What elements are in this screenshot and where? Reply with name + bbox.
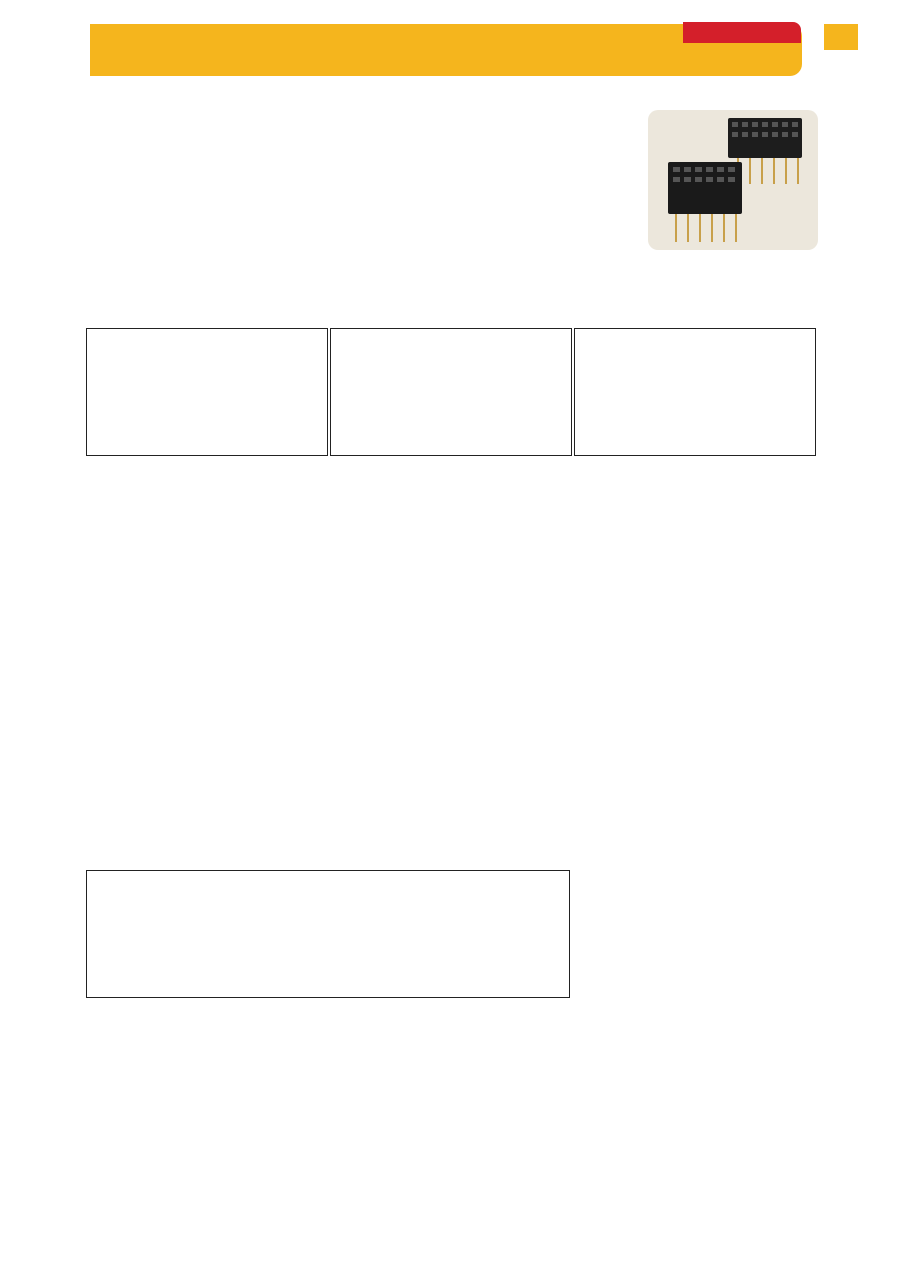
page-number: [824, 24, 858, 50]
diagram-fss-42035: [86, 328, 328, 456]
diagram-fss-42057: [330, 328, 572, 456]
diagram-fss-42085: [574, 328, 816, 456]
product-photo: [648, 110, 818, 250]
tray-badge: [683, 22, 801, 43]
diagram-fss-43085: [86, 870, 570, 998]
